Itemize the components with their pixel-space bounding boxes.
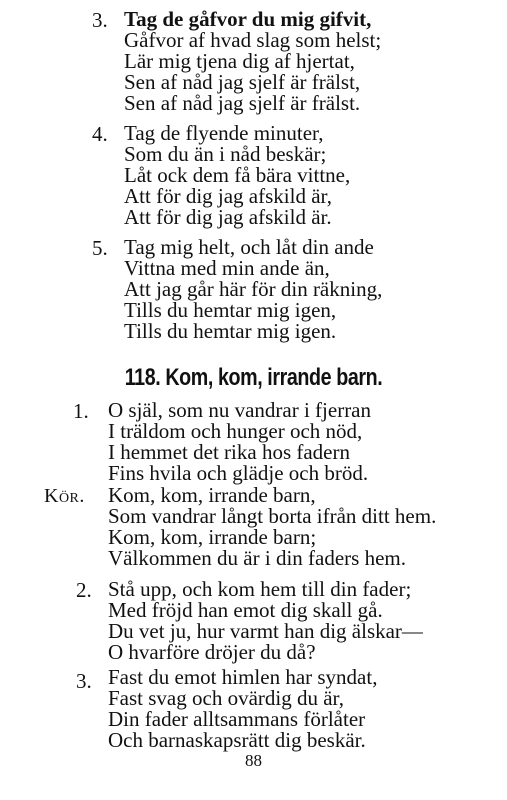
stanza-118-1 [108, 400, 371, 484]
stanza-line: I träldom och hunger och nöd, [108, 419, 363, 443]
chorus-label: Kör. [44, 485, 85, 507]
stanza-number: 3. [76, 669, 92, 693]
stanza-number: 4. [92, 122, 108, 146]
stanza-117-3 [124, 9, 381, 114]
stanza-line: Och barnaskapsrätt dig beskär. [108, 728, 366, 752]
hymn-title: 118. Kom, kom, irrande barn. [124, 364, 383, 391]
stanza-line: Stå upp, och kom hem till din fader; [108, 577, 412, 601]
stanza-line: Tag mig helt, och låt din ande [124, 235, 374, 259]
stanza-118-3 [108, 667, 377, 751]
stanza-line: Tills du hemtar mig igen, [124, 298, 337, 322]
stanza-line: Din fader alltsammans förlåter [108, 707, 366, 731]
stanza-line: Sen af nåd jag sjelf är frälst, [124, 70, 361, 94]
stanza-number: 3. [92, 8, 108, 32]
stanza-line: Att för dig jag afskild är. [124, 205, 332, 229]
stanza-line: Fast svag och ovärdig du är, [108, 686, 344, 710]
chorus-line: Kom, kom, irrande barn; [108, 525, 317, 549]
stanza-line: O hvarföre dröjer du då? [108, 640, 316, 664]
stanza-line: O själ, som nu vandrar i fjerran [108, 398, 372, 422]
stanza-line: Låt ock dem få bära vittne, [124, 163, 351, 187]
stanza-line: Sen af nåd jag sjelf är frälst. [124, 91, 361, 115]
page-number: 88 [245, 751, 262, 770]
stanza-line: Tills du hemtar mig igen. [124, 319, 337, 343]
stanza-118-2 [108, 579, 423, 663]
stanza-line: Fast du emot himlen har syndat, [108, 665, 378, 689]
stanza-line: Med fröjd han emot dig skall gå. [108, 598, 383, 622]
stanza-line: Gåfvor af hvad slag som helst; [124, 28, 382, 52]
stanza-line: Att för dig jag afskild är, [124, 184, 332, 208]
stanza-line: Tag de flyende minuter, [124, 121, 324, 145]
stanza-number: 2. [76, 578, 92, 602]
stanza-line: Fins hvila och glädje och bröd. [108, 461, 369, 485]
stanza-line: Som du än i nåd beskär; [124, 142, 327, 166]
chorus-line: Som vandrar långt borta ifrån ditt hem. [108, 504, 437, 528]
stanza-line: Du vet ju, hur varmt han dig älskar— [108, 619, 423, 643]
stanza-117-4 [124, 123, 350, 228]
stanza-line: I hemmet det rika hos fadern [108, 440, 350, 464]
chorus-line: Välkommen du är i din faders hem. [108, 546, 406, 570]
stanza-117-5 [124, 237, 382, 342]
stanza-line: Lär mig tjena dig af hjertat, [124, 49, 355, 73]
stanza-number: 1. [73, 399, 89, 423]
stanza-number: 5. [92, 236, 108, 260]
stanza-line: Att jag går här för din räkning, [124, 277, 383, 301]
stanza-line: Vittna med min ande än, [124, 256, 330, 280]
chorus [108, 485, 436, 569]
stanza-line: Tag de gåfvor du mig gifvit, [124, 7, 372, 31]
chorus-line: Kom, kom, irrande barn, [108, 483, 316, 507]
